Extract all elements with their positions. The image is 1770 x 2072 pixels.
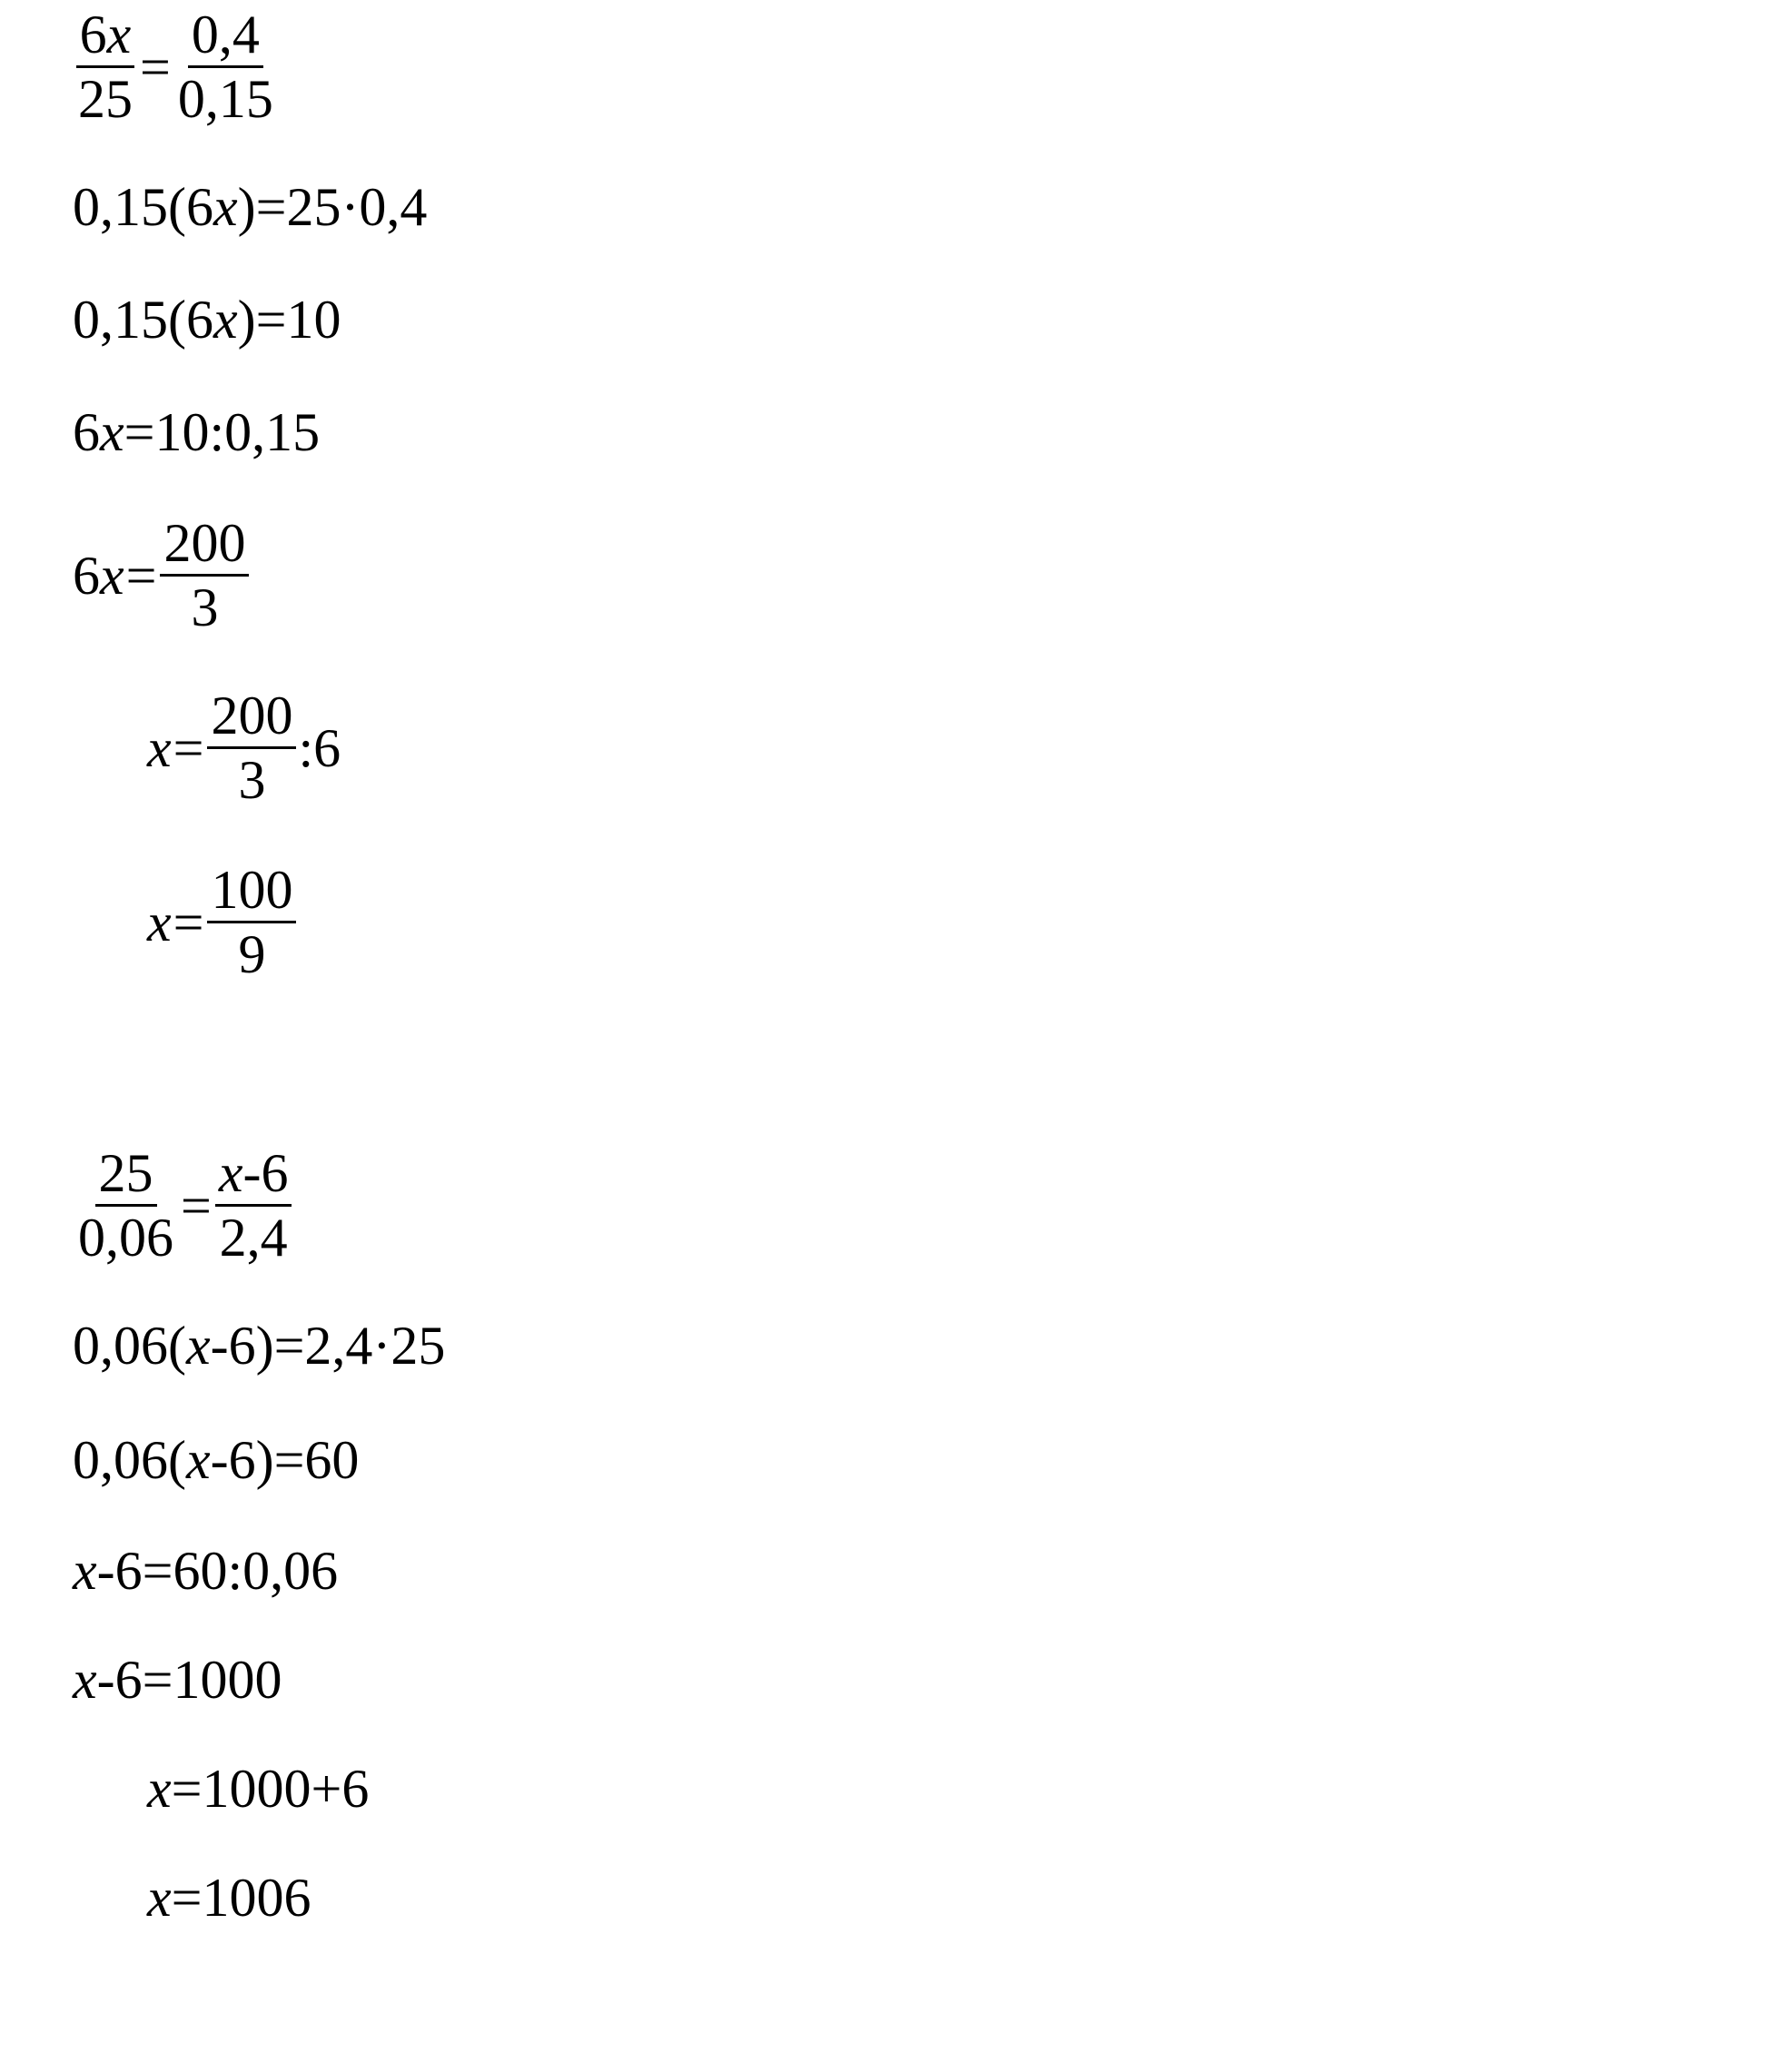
numerator: 100 <box>207 863 296 923</box>
variable-x: x <box>218 1143 243 1203</box>
denominator: 3 <box>238 750 266 810</box>
equation-p1-line1 <box>73 5 279 129</box>
numerator: -6 <box>242 1143 289 1203</box>
numerator: 200 <box>160 516 249 577</box>
equation-p1-line7 <box>147 860 298 984</box>
fraction <box>207 860 296 984</box>
variable-x: x <box>100 545 124 606</box>
expr-suffix: )=25·0,4 <box>237 177 428 237</box>
numerator: 0,4 <box>188 7 263 68</box>
expr-suffix: -6=60:0,06 <box>96 1541 339 1601</box>
equation-p2-line1 <box>73 1143 293 1268</box>
equals-sign: = <box>173 892 204 952</box>
expr-suffix: )=10 <box>237 290 341 350</box>
equation-p2-line6 <box>147 1759 370 1819</box>
fraction <box>207 686 296 810</box>
equation-p2-line4 <box>73 1541 339 1601</box>
variable-x: x <box>147 1868 172 1928</box>
expr-prefix: 6 <box>73 402 100 462</box>
numerator: 200 <box>207 688 296 749</box>
equals-sign: = <box>173 717 204 778</box>
variable-x: x <box>100 402 124 462</box>
equals-sign: = <box>125 545 157 606</box>
denominator: 0,15 <box>177 69 273 129</box>
equation-p1-line5 <box>73 513 251 637</box>
expr-prefix: 0,15(6 <box>73 177 213 237</box>
variable-x: x <box>106 5 132 64</box>
variable-x: x <box>73 1650 97 1710</box>
variable-x: x <box>213 177 238 237</box>
equation-p2-line3 <box>73 1430 360 1490</box>
expr-suffix: =1006 <box>171 1868 311 1928</box>
equation-p1-line6 <box>147 686 341 810</box>
denominator: 3 <box>191 577 219 637</box>
equation-p1-line2 <box>73 177 428 237</box>
equation-p1-line3 <box>73 290 341 350</box>
fraction <box>160 513 249 637</box>
equation-p2-line2 <box>73 1316 446 1376</box>
expr-prefix: 0,06( <box>73 1430 186 1490</box>
denominator: 25 <box>78 69 133 129</box>
expr-suffix: :6 <box>298 717 341 778</box>
variable-x: x <box>147 1759 172 1819</box>
expr-suffix: -6)=2,4·25 <box>210 1316 446 1376</box>
expr-prefix: 0,15(6 <box>73 290 213 350</box>
variable-x: x <box>73 1541 97 1601</box>
equation-p2-line5 <box>73 1650 282 1710</box>
fraction-right <box>174 5 277 129</box>
fraction-left <box>74 1143 177 1268</box>
numerator: 6 <box>79 5 107 64</box>
variable-x: x <box>147 892 172 952</box>
equation-p1-line4 <box>73 402 321 462</box>
variable-x: x <box>185 1316 211 1376</box>
expr-suffix: =10:0,15 <box>124 402 321 462</box>
expr-suffix: -6)=60 <box>210 1430 360 1490</box>
numerator: 25 <box>95 1146 157 1207</box>
variable-x: x <box>147 717 172 778</box>
equation-p2-line7 <box>147 1868 311 1928</box>
fraction-right <box>215 1143 292 1268</box>
expr-suffix: =1000+6 <box>171 1759 370 1819</box>
denominator: 2,4 <box>219 1208 288 1268</box>
equals-sign: = <box>140 36 171 97</box>
fraction-left <box>74 5 136 129</box>
expr-prefix: 6 <box>73 545 100 606</box>
denominator: 9 <box>238 924 266 984</box>
variable-x: x <box>213 290 238 350</box>
variable-x: x <box>185 1430 211 1490</box>
expr-prefix: 0,06( <box>73 1316 186 1376</box>
expr-suffix: -6=1000 <box>96 1650 282 1710</box>
denominator: 0,06 <box>78 1208 173 1268</box>
equals-sign: = <box>181 1175 212 1236</box>
